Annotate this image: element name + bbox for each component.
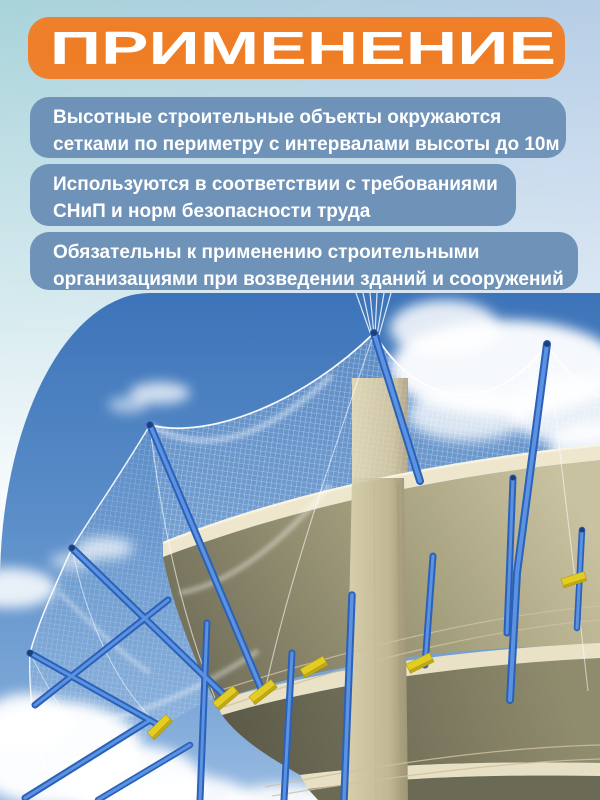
- info-block-3: [30, 232, 578, 290]
- cloud: [108, 397, 148, 413]
- info-block-3-line-2: организациями при возведении зданий и сооружений: [53, 269, 564, 290]
- photo-panel: [0, 293, 600, 800]
- info-block-2-line-2: СНиП и норм безопасности труда: [53, 201, 371, 222]
- info-block-1-line-2: сетками по периметру с интервалами высоты до 10м: [53, 134, 560, 155]
- info-block-2: [30, 164, 516, 226]
- title-banner: [28, 17, 565, 79]
- page-title: ПРИМЕНЕНИЕ: [49, 22, 557, 74]
- photo-illustration: [0, 293, 600, 800]
- info-block-1-line-1: Высотные строительные объекты окружаются: [53, 107, 502, 128]
- info-block-2-line-1: Используются в соответствии с требованиями: [53, 174, 498, 195]
- cloud: [390, 300, 500, 356]
- info-block-1: [30, 97, 566, 158]
- info-block-3-line-1: Обязательны к применению строительными: [53, 242, 480, 263]
